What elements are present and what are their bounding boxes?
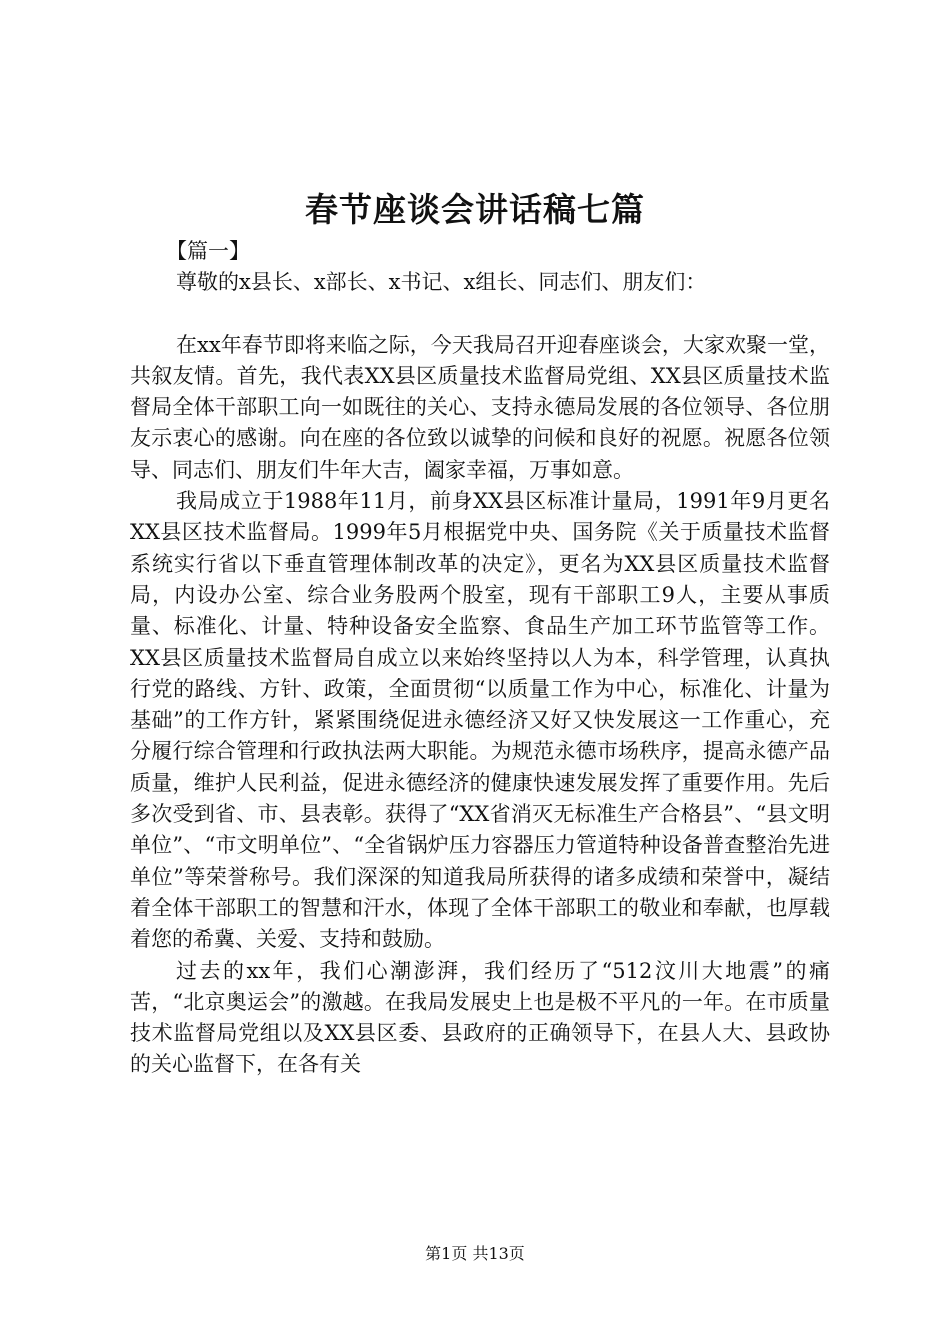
paragraph: 在xx年春节即将来临之际，今天我局召开迎春座谈会，大家欢聚一堂，共叙友情。首先，我代表XX县区质量技术监督局党组、XX县区质量技术监督局全体干部职工向一如既往的关心、支持永德局发展的各位领导、各位朋友示衷心的感谢。向在座的各位致以诚挚的问候和良好的祝愿。祝愿各位领导、同志们、朋友们牛年大吉，阖家幸福，万事如意。 (130, 332, 830, 482)
document-title: 春节座谈会讲话稿七篇 (305, 190, 645, 229)
salutation: 尊敬的x县长、x部长、x书记、x组长、同志们、朋友们： (176, 270, 707, 295)
paragraph: 过去的xx年，我们心潮澎湃，我们经历了“512汶川大地震”的痛苦，“北京奥运会”的激越。在我局发展史上也是极不平凡的一年。在市质量技术监督局党组以及XX县区委、县政府的正确领导下，在县人大、县政协的关心监督下，在各有关 (130, 958, 830, 1077)
document-body (130, 236, 830, 1081)
section-label: 【篇一】 (166, 239, 250, 263)
paragraph: 我局成立于1988年11月，前身XX县区标准计量局，1991年9月更名XX县区技术监督局。1999年5月根据党中央、国务院《关于质量技术监督系统实行省以下垂直管理体制改革的决定》，更名为XX县区质量技术监督局，内设办公室、综合业务股两个股室，现有干部职工9人，主要从事质量、标准化、计量、特种设备安全监察、食品生产加工环节监管等工作。XX县区质量技术监督局自成立以来始终坚持以人为本，科学管理，认真执行党的路线、方针、政策，全面贯彻“以质量工作为中心，标准化、计量为基础”的工作方针，紧紧围绕促进永德经济又好又快发展这一工作重心，充分履行综合管理和行政执法两大职能。为规范永德市场秩序，提高永德产品质量，维护人民利益，促进永德经济的健康快速发展发挥了重要作用。先后多次受到省、市、县表彰。获得了“XX省消灭无标准生产合格县”、“县文明单位”、“市文明单位”、“全省锅炉压力容器压力管道特种设备普查整治先进单位”等荣誉称号。我们深深的知道我局所获得的诸多成绩和荣誉中，凝结着全体干部职工的智慧和汗水，体现了全体干部职工的敬业和奉献，也厚载着您的希冀、关爱、支持和鼓励。 (130, 489, 830, 952)
blank-line (130, 299, 830, 330)
page-footer: 第1页 共13页 (425, 1244, 525, 1263)
